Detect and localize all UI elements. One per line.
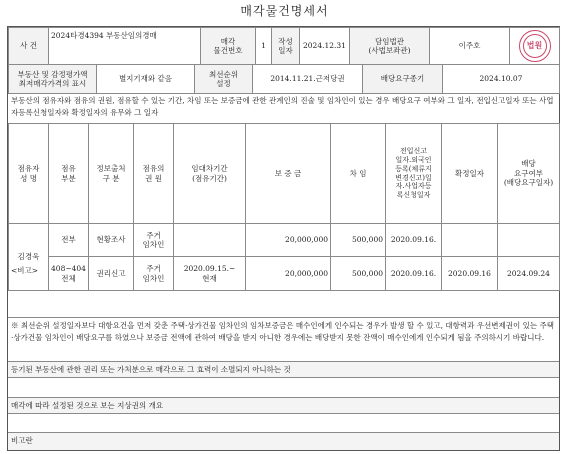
case-header-table — [8, 27, 560, 65]
priority-warning: ※ 최선순위 설정일자보다 대항요건을 먼저 갖춘 주택·상가건물 임차인의 임차보증금은 매수인에게 인수되는 경우가 발생 할 수 있고, 대항력과 우선변제권이 있는 주택·상가건물 임차인이 배당요구를 하였으나 보증금 전액에 관하여 배당을 받지 아니한 경우에는 배당받지 못한 잔액이 매수인에게 인수되게 됨을 주의하시기 바랍니다. — [8, 317, 559, 361]
seal-cell — [510, 28, 560, 65]
cell-dividend: 2024.09.24 — [498, 257, 560, 291]
table-row — [9, 224, 560, 257]
cell-part: 408~404 전체 — [49, 257, 89, 291]
cell-part: 전부 — [49, 224, 89, 257]
deadline-label: 배당요구종기 — [363, 65, 443, 94]
cell-right: 주거 임차인 — [134, 224, 174, 257]
document-title: 매각물건명세서 — [240, 4, 329, 18]
date-label: 작성 일자 — [272, 28, 300, 65]
deadline-value: 2024.10.07 — [443, 65, 560, 94]
cell-deposit: 20,000,000 — [246, 257, 331, 291]
case-number: 2024타경4394 부동산임의경매 — [49, 28, 201, 65]
cell-right: 주거 임차인 — [134, 257, 174, 291]
section-unextinguished-rights: 등기된 부동산에 관한 권리 또는 가처분으로 매각으로 그 효력이 소멸되지 아니하는 것 — [8, 361, 559, 378]
cell-source: 현황조사 — [89, 224, 134, 257]
date-value: 2024.12.31 — [300, 28, 350, 65]
sale-statement-sheet — [7, 26, 560, 451]
property-label: 부동산 및 감정평가액 최저매각가격의 표시 — [9, 65, 97, 94]
property-summary-table — [8, 64, 560, 94]
col-occupant: 점유자 성 명 — [9, 124, 49, 224]
property-value: 별지기재와 같음 — [97, 65, 195, 94]
section-unextinguished-rights-body — [8, 378, 559, 397]
cell-deposit: 20,000,000 — [246, 224, 331, 257]
col-source: 정보출처 구 분 — [89, 124, 134, 224]
col-period: 임대차기간 (점유기간) — [174, 124, 246, 224]
judge-label: 담임법관 (사법보좌관) — [350, 28, 430, 65]
section-superficies: 매각에 따라 설정된 것으로 보는 지상권의 개요 — [8, 397, 559, 414]
cell-move-in: 2020.09.16. — [386, 257, 442, 291]
cell-fixed-date — [442, 224, 498, 257]
col-deposit: 보 증 금 — [246, 124, 331, 224]
occupant-name: 김경욱 — [9, 224, 49, 291]
sale-no-label: 매각 물건번호 — [201, 28, 256, 65]
section-notes: 비고란 — [8, 432, 559, 450]
cell-period: 2020.09.15.~ 현재 — [174, 257, 246, 291]
cell-rent: 500,000 — [331, 257, 386, 291]
cell-source: 권리신고 — [89, 257, 134, 291]
col-part: 점유 부분 — [49, 124, 89, 224]
sale-no-value: 1 — [256, 28, 272, 65]
col-right: 점유의 권 원 — [134, 124, 174, 224]
col-dividend: 배당 요구여부 (배당요구일자) — [498, 124, 560, 224]
cell-dividend — [498, 224, 560, 257]
occupancy-notice: 부동산의 점유자와 점유의 권원, 점유할 수 있는 기간, 차임 또는 보증금에 관한 관계인의 진술 및 임차인이 있는 경우 배당요구 여부와 그 일자, 전입신고일자 또는 사업자등록신청일자와 확정일자의 유무와 그 일자 — [8, 93, 559, 124]
court-seal-icon: 법원 — [519, 30, 551, 62]
judge-name: 이주호 — [430, 28, 510, 65]
col-rent: 차 임 — [331, 124, 386, 224]
remarks-label: <비고> — [11, 266, 39, 275]
table-header-row — [9, 124, 560, 224]
col-fixed-date: 확정일자 — [442, 124, 498, 224]
cell-rent: 500,000 — [331, 224, 386, 257]
col-move-in: 전입신고 일자.외국인 등록(체류지 변경신고)일 자.사업자등 록신청일자 — [386, 124, 442, 224]
cell-period — [174, 224, 246, 257]
cell-fixed-date: 2020.09.16 — [442, 257, 498, 291]
case-label: 사 건 — [9, 28, 49, 65]
cell-move-in: 2020.09.16. — [386, 224, 442, 257]
priority-value: 2014.11.21.근저당권 — [253, 65, 363, 94]
priority-label: 최선순위 설정 — [195, 65, 253, 94]
remarks-area — [8, 263, 559, 323]
section-superficies-body — [8, 414, 559, 432]
